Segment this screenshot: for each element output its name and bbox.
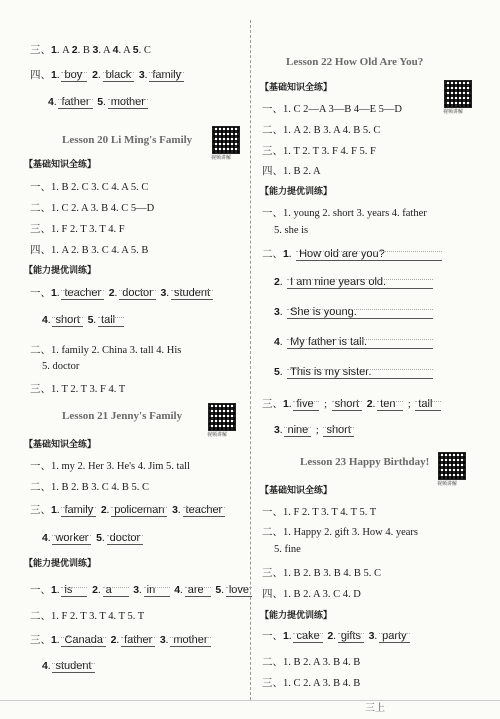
handwritten-answer: nine	[284, 424, 311, 437]
answer-line-handwritten: 一、1. teacher 2. doctor 3. student	[30, 285, 215, 300]
answer-line: 三、1. F 2. T 3. T 4. F	[30, 224, 125, 235]
section-heading: 【能力提优训练】	[260, 610, 333, 620]
handwritten-answer: father	[58, 96, 92, 109]
question-number: 5	[215, 584, 222, 596]
question-prefix: 一、	[262, 631, 283, 642]
question-number: 3	[160, 287, 167, 299]
handwritten-answer: How old are you?	[296, 248, 442, 261]
handwritten-answer: student	[52, 660, 94, 673]
question-number: 4	[42, 660, 48, 672]
section-heading: 【基础知识全练】	[24, 439, 97, 449]
sentence-line: 3. She is young.	[274, 306, 435, 319]
question-number: 1	[51, 287, 57, 299]
lesson-title: Lesson 23 Happy Birthday!	[300, 456, 430, 468]
answer-line: 三、1. T 2. T 3. F 4. T	[30, 384, 126, 395]
handwritten-answer: five	[293, 398, 319, 411]
handwritten-answer: family	[61, 504, 96, 517]
answer-line: 四、1. B 2. A 3. C 4. D	[262, 589, 361, 600]
question-number: 1	[283, 398, 289, 410]
answer-line-handwritten: 四、1. boy 2. black 3. family	[30, 67, 186, 82]
question-number: 4	[42, 314, 48, 326]
page-footer	[0, 700, 500, 715]
answer-line-handwritten: 三、1. five ; short 2. ten ; tall	[262, 396, 443, 411]
handwritten-answer: black	[103, 69, 135, 82]
qr-caption: 视频讲解	[211, 155, 232, 161]
question-prefix: 三、	[30, 635, 51, 646]
answer-token: 三、	[30, 45, 51, 56]
question-number: 2	[366, 398, 373, 410]
handwritten-answer: are	[185, 584, 211, 597]
answer-line-handwritten: 4. father 5. mother	[48, 96, 150, 109]
handwritten-answer: father	[121, 634, 155, 647]
question-number: 3	[274, 424, 280, 436]
handwritten-answer: a	[103, 584, 129, 597]
answer-line-handwritten: 一、1. cake 2. gifts 3. party	[262, 628, 412, 643]
section-heading: 【能力提优训练】	[24, 558, 97, 568]
question-number: 3	[133, 584, 140, 596]
question-number: 1	[51, 69, 57, 81]
handwritten-answer: tall	[415, 398, 441, 411]
handwritten-answer: in	[144, 584, 170, 597]
qr-code-icon	[438, 452, 466, 480]
answer-token: 5	[132, 44, 139, 56]
handwritten-answer: short	[323, 424, 353, 437]
question-number: 3	[159, 634, 166, 646]
handwritten-answer: gifts	[338, 630, 364, 643]
handwritten-answer: policeman	[111, 504, 167, 517]
answer-line-handwritten: 一、1. is 2. a 3. in 4. are 5. love	[30, 582, 254, 597]
answer-token: . A	[56, 45, 72, 56]
answer-token: 1	[51, 44, 57, 56]
handwritten-answer: teacher	[61, 287, 104, 300]
answer-line	[30, 42, 151, 57]
question-number: 2	[92, 584, 98, 596]
question-number: 1	[51, 634, 57, 646]
lesson-title: Lesson 21 Jenny's Family	[62, 410, 183, 422]
question-prefix: 一、	[30, 585, 51, 596]
answer-line: 5. doctor	[42, 361, 80, 372]
handwritten-answer: ten	[377, 398, 403, 411]
answer-line-handwritten: 4. student	[42, 660, 97, 673]
question-number: 4	[48, 96, 54, 108]
question-number: 3	[138, 69, 145, 81]
question-number: 1	[283, 630, 289, 642]
question-number: 3	[368, 630, 375, 642]
handwritten-answer: worker	[52, 532, 91, 545]
answer-line: 一、1. F 2. T 3. T 4. T 5. T	[262, 507, 377, 518]
answer-line-handwritten: 3. nine ; short	[274, 424, 356, 437]
question-number: 2	[327, 630, 334, 642]
question-prefix: 三、	[30, 505, 51, 516]
qr-code-icon	[444, 80, 472, 108]
answer-line: 二、1. family 2. China 3. tall 4. His	[30, 345, 182, 356]
handwritten-answer: tall	[98, 314, 124, 327]
answer-line: 二、1. F 2. T 3. T 4. T 5. T	[30, 611, 145, 622]
section-heading: 【基础知识全练】	[260, 485, 333, 495]
answer-token: . B	[77, 45, 93, 56]
answer-line: 二、1. A 2. B 3. A 4. B 5. C	[262, 125, 381, 136]
handwritten-answer: short	[52, 314, 82, 327]
question-prefix: 一、	[30, 288, 51, 299]
answer-line-handwritten: 4. worker 5. doctor	[42, 532, 145, 545]
answer-line: 5. she is	[274, 225, 309, 236]
question-number: 1	[51, 504, 57, 516]
section-heading: 【能力提优训练】	[24, 265, 97, 275]
handwritten-answer: doctor	[119, 287, 156, 300]
handwritten-answer: is	[61, 584, 87, 597]
question-number: 5	[87, 314, 94, 326]
handwritten-answer: This is my sister.	[287, 366, 433, 379]
handwritten-answer: love	[226, 584, 252, 597]
qr-caption: 视频讲解	[207, 432, 228, 438]
question-number: 2	[110, 634, 117, 646]
answer-line-handwritten: 4. short 5. tall	[42, 314, 126, 327]
question-number: 2	[100, 504, 107, 516]
question-number: 2	[92, 69, 98, 81]
question-number: 3	[172, 504, 178, 516]
answer-line: 二、1. B 2. B 3. C 4. B 5. C	[30, 482, 150, 493]
answer-token: . A	[118, 45, 133, 56]
qr-code-icon	[212, 126, 240, 154]
sentence-line: 5. This is my sister.	[274, 366, 435, 379]
answer-line-handwritten: 三、1. Canada 2. father 3. mother	[30, 632, 213, 647]
answer-line: 二、1. B 2. A 3. B 4. B	[262, 657, 361, 668]
answer-line: 二、1. C 2. A 3. B 4. C 5—D	[30, 203, 155, 214]
handwritten-answer: She is young.	[287, 306, 433, 319]
handwritten-answer: cake	[293, 630, 322, 643]
answer-line: 5. fine	[274, 544, 301, 555]
question-prefix: 四、	[30, 70, 51, 81]
handwritten-answer: family	[149, 69, 184, 82]
section-heading: 【基础知识全练】	[260, 82, 333, 92]
answer-token: . C	[138, 45, 151, 56]
handwritten-answer: boy	[61, 69, 87, 82]
handwritten-answer: short	[332, 398, 362, 411]
question-number: 2	[108, 287, 115, 299]
question-number: 1	[51, 584, 57, 596]
answer-line: 一、1. C 2—A 3—B 4—E 5—D	[262, 104, 403, 115]
answer-line: 四、1. A 2. B 3. C 4. A 5. B	[30, 245, 149, 256]
handwritten-answer: party	[379, 630, 409, 643]
answer-line: 三、1. T 2. T 3. F 4. F 5. F	[262, 146, 376, 157]
question-number: 5	[96, 532, 102, 544]
qr-caption: 视频讲解	[437, 481, 458, 487]
answer-token: . A	[98, 45, 113, 56]
sentence-line: 二、1. How old are you?	[262, 246, 444, 261]
section-heading: 【能力提优训练】	[260, 186, 333, 196]
sentence-line: 4. My father is tall.	[274, 336, 435, 349]
answer-line: 三、1. B 2. B 3. B 4. B 5. C	[262, 568, 382, 579]
sentence-line: 2. I am nine years old.	[274, 276, 435, 289]
handwritten-answer: student	[171, 287, 213, 300]
answer-token: 2	[71, 44, 78, 56]
handwritten-answer: I am nine years old.	[287, 276, 433, 289]
question-number: 4	[174, 584, 181, 596]
section-heading: 【基础知识全练】	[24, 159, 97, 169]
qr-caption: 视频讲解	[443, 109, 464, 115]
handwritten-answer: doctor	[107, 532, 144, 545]
answer-token: 4	[112, 44, 119, 56]
footer-label: 三上	[365, 703, 385, 714]
column-divider	[250, 20, 251, 700]
answer-line: 一、1. my 2. Her 3. He's 4. Jim 5. tall	[30, 461, 190, 472]
answer-token: 3	[92, 44, 99, 56]
handwritten-answer: teacher	[183, 504, 226, 517]
answer-line: 一、1. B 2. C 3. C 4. A 5. C	[30, 182, 149, 193]
handwritten-answer: My father is tall.	[287, 336, 433, 349]
question-number: 4	[42, 532, 48, 544]
question-number: 5	[97, 96, 104, 108]
answer-line: 二、1. Happy 2. gift 3. How 4. years	[262, 527, 419, 538]
question-prefix: 三、	[262, 399, 283, 410]
answer-line: 三、1. C 2. A 3. B 4. B	[262, 678, 361, 689]
handwritten-answer: mother	[108, 96, 148, 109]
answer-line: 四、1. B 2. A	[262, 166, 321, 177]
lesson-title: Lesson 20 Li Ming's Family	[62, 134, 193, 146]
answer-line-handwritten: 三、1. family 2. policeman 3. teacher	[30, 502, 227, 517]
qr-code-icon	[208, 403, 236, 431]
lesson-title: Lesson 22 How Old Are You?	[286, 56, 424, 68]
handwritten-answer: mother	[170, 634, 210, 647]
handwritten-answer: Canada	[61, 634, 106, 647]
answer-line: 一、1. young 2. short 3. years 4. father	[262, 208, 427, 219]
